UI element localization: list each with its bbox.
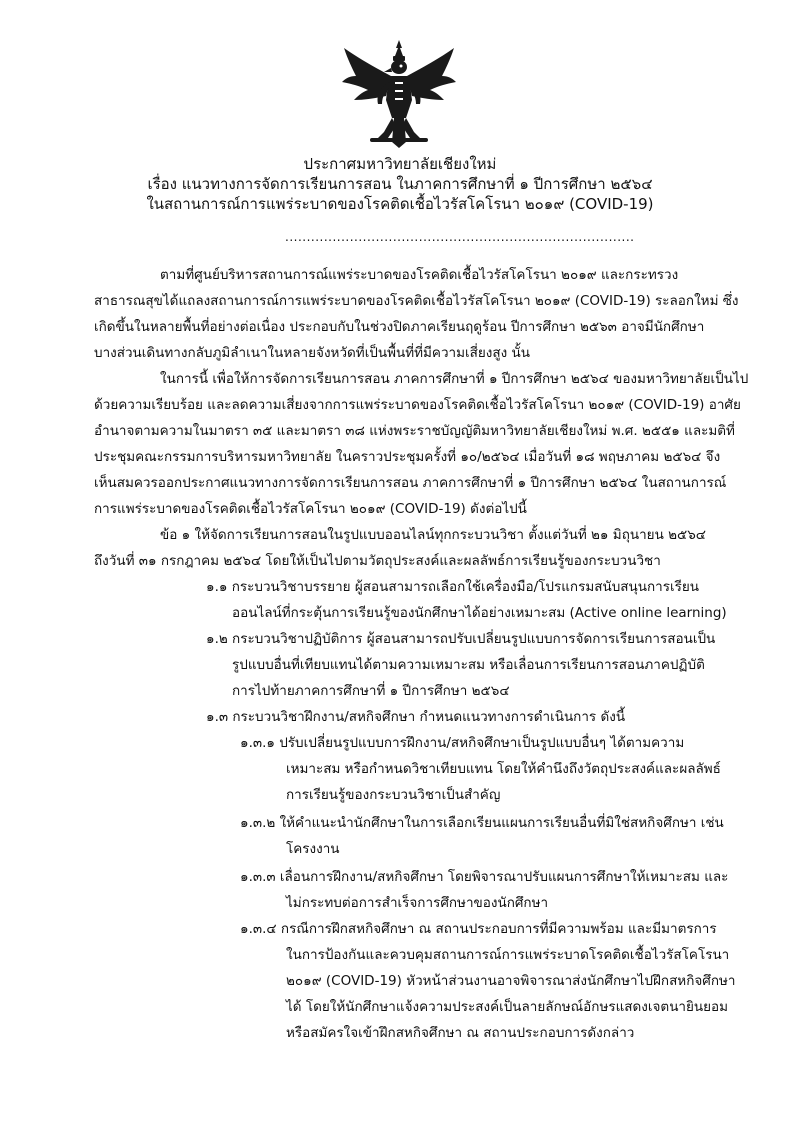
- list-item: ออนไลน์ที่กระตุ้นการเรียนรู้ของนักศึกษาได้อย่างเหมาะสม (Active online learning): [232, 605, 727, 621]
- sub-list-item: ๑.๓.๔ กรณีการฝึกสหกิจศึกษา ณ สถานประกอบการที่มีความพร้อม และมีมาตรการ: [240, 921, 717, 937]
- announcement-subject-continued: ในสถานการณ์การแพร่ระบาดของโรคติดเชื้อไวรัสโคโรนา ๒๐๑๙ (COVID-19): [146, 195, 654, 213]
- list-item: รูปแบบอื่นที่เทียบแทนได้ตามความเหมาะสม หรือเลื่อนการเรียนการสอนภาคปฏิบัติ: [232, 657, 705, 673]
- sub-list-item: หรือสมัครใจเข้าฝึกสหกิจศึกษา ณ สถานประกอบการดังกล่าว: [286, 1025, 635, 1041]
- sub-list-item: เหมาะสม หรือกำหนดวิชาเทียบแทน โดยให้คำนึงถึงวัตถุประสงค์และผลลัพธ์: [286, 761, 721, 777]
- sub-list-item: ในการป้องกันและควบคุมสถานการณ์การแพร่ระบาดโรคติดเชื้อไวรัสโคโรนา: [286, 947, 730, 963]
- sub-list-item: ๑.๓.๑ ปรับเปลี่ยนรูปแบบการฝึกงาน/สหกิจศึกษาเป็นรูปแบบอื่นๆ ได้ตามความ: [240, 735, 685, 751]
- garuda-emblem-icon: [340, 38, 458, 150]
- announcement-header: [0, 154, 800, 214]
- clause-line: ถึงวันที่ ๓๑ กรกฎาคม ๒๕๖๔ โดยให้เป็นไปตามวัตถุประสงค์และผลลัพธ์การเรียนรู้ของกระบวนวิชา: [94, 553, 661, 569]
- list-item: ๑.๓ กระบวนวิชาฝึกงาน/สหกิจศึกษา กำหนดแนวทางการดำเนินการ ดังนี้: [206, 709, 626, 725]
- paragraph-line: ตามที่ศูนย์บริหารสถานการณ์แพร่ระบาดของโรคติดเชื้อไวรัสโคโรนา ๒๐๑๙ และกระทรวง: [160, 267, 679, 283]
- sub-list-item: ๒๐๑๙ (COVID-19) หัวหน้าส่วนงานอาจพิจารณาส่งนักศึกษาไปฝึกสหกิจศึกษา: [286, 973, 736, 989]
- announcement-subject: เรื่อง แนวทางการจัดการเรียนการสอน ในภาคการศึกษาที่ ๑ ปีการศึกษา ๒๕๖๔: [147, 175, 653, 193]
- paragraph-line: การแพร่ระบาดของโรคติดเชื้อไวรัสโคโรนา ๒๐๑๙ (COVID-19) ดังต่อไปนี้: [94, 501, 527, 517]
- sub-list-item: การเรียนรู้ของกระบวนวิชาเป็นสำคัญ: [286, 787, 501, 803]
- list-item: การไปท้ายภาคการศึกษาที่ ๑ ปีการศึกษา ๒๕๖๔: [232, 683, 510, 699]
- clause-line: ข้อ ๑ ให้จัดการเรียนการสอนในรูปแบบออนไลน์ทุกกระบวนวิชา ตั้งแต่วันที่ ๒๑ มิถุนายน ๒๕๖๔: [160, 527, 707, 543]
- paragraph-line: ในการนี้ เพื่อให้การจัดการเรียนการสอน ภาคการศึกษาที่ ๑ ปีการศึกษา ๒๕๖๔ ของมหาวิทยาลัยเป็นไป: [160, 371, 749, 387]
- paragraph-line: บางส่วนเดินทางกลับภูมิลำเนาในหลายจังหวัดที่เป็นพื้นที่ที่มีความเสี่ยงสูง นั้น: [94, 345, 530, 361]
- announcement-title: ประกาศมหาวิทยาลัยเชียงใหม่: [303, 155, 497, 173]
- paragraph-line: อำนาจตามความในมาตรา ๓๕ และมาตรา ๓๘ แห่งพระราชบัญญัติมหาวิทยาลัยเชียงใหม่ พ.ศ. ๒๕๕๑ และมติที่: [94, 423, 735, 439]
- paragraph-line: เห็นสมควรออกประกาศแนวทางการจัดการเรียนการสอน ภาคการศึกษาที่ ๑ ปีการศึกษา ๒๕๖๔ ในสถานการณ์: [94, 475, 727, 491]
- sub-list-item: ได้ โดยให้นักศึกษาแจ้งความประสงค์เป็นลายลักษณ์อักษรแสดงเจตนายินยอม: [286, 999, 729, 1015]
- paragraph-line: ด้วยความเรียบร้อย และลดความเสี่ยงจากการแพร่ระบาดของโรคติดเชื้อไวรัสโคโรนา ๒๐๑๙ (COVID-19) อาศัย: [94, 397, 741, 413]
- sub-list-item: โครงงาน: [286, 841, 340, 857]
- sub-list-item: ๑.๓.๓ เลื่อนการฝึกงาน/สหกิจศึกษา โดยพิจารณาปรับแผนการศึกษาให้เหมาะสม และ: [240, 869, 729, 885]
- list-item: ๑.๑ กระบวนวิชาบรรยาย ผู้สอนสามารถเลือกใช้เครื่องมือ/โปรแกรมสนับสนุนการเรียน: [206, 579, 699, 595]
- header-separator: .................................................................................: [285, 230, 635, 244]
- paragraph-line: เกิดขึ้นในหลายพื้นที่อย่างต่อเนื่อง ประกอบกับในช่วงปิดภาคเรียนฤดูร้อน ปีการศึกษา ๒๕๖๓ อาจมีนักศึกษา: [94, 319, 705, 335]
- list-item: ๑.๒ กระบวนวิชาปฏิบัติการ ผู้สอนสามารถปรับเปลี่ยนรูปแบบการจัดการเรียนการสอนเป็น: [206, 631, 716, 647]
- paragraph-line: สาธารณสุขได้แถลงสถานการณ์การแพร่ระบาดของโรคติดเชื้อไวรัสโคโรนา ๒๐๑๙ (COVID-19) ระลอกใหม่ ซึ่ง: [94, 293, 739, 309]
- sub-list-item: ไม่กระทบต่อการสำเร็จการศึกษาของนักศึกษา: [286, 895, 549, 911]
- paragraph-line: ประชุมคณะกรรมการบริหารมหาวิทยาลัย ในคราวประชุมครั้งที่ ๑๐/๒๕๖๔ เมื่อวันที่ ๑๘ พฤษภาคม ๒๕๖๔ จึง: [94, 449, 721, 465]
- sub-list-item: ๑.๓.๒ ให้คำแนะนำนักศึกษาในการเลือกเรียนแผนการเรียนอื่นที่มิใช่สหกิจศึกษา เช่น: [240, 815, 724, 831]
